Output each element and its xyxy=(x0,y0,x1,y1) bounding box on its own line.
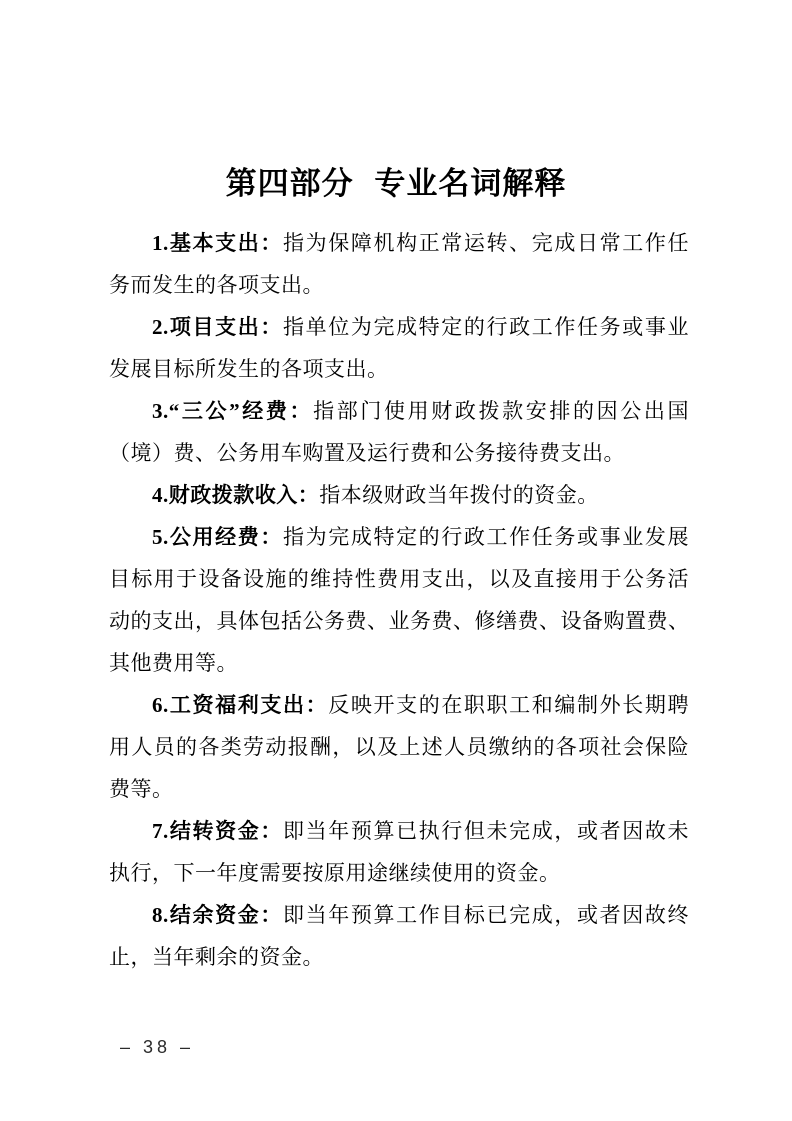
text-line: 3.“三公”经费：指部门使用财政拨款安排的因公出国 xyxy=(152,399,689,423)
definition-term: 1.基本支出： xyxy=(152,231,283,255)
text-line: 6.工资福利支出：反映开支的在职职工和编制外长期聘 xyxy=(152,693,690,717)
definition-term: 5.公用经费： xyxy=(152,525,283,549)
definition-term: 7.结转资金： xyxy=(152,819,283,843)
text-line: 费等。 xyxy=(109,777,174,801)
text-line: （境）费、公务用车购置及运行费和公务接待费支出。 xyxy=(109,441,625,465)
definition-paragraph xyxy=(109,894,689,978)
text-line: 5.公用经费：指为完成特定的行政工作任务或事业发展 xyxy=(152,525,689,549)
definition-paragraph xyxy=(109,516,689,684)
text-line: 8.结余资金：即当年预算工作目标已完成，或者因故终 xyxy=(152,903,689,927)
definition-paragraph xyxy=(109,306,689,390)
definition-term: 4.财政拨款收入： xyxy=(152,483,320,507)
definition-term: 2.项目支出： xyxy=(152,315,283,339)
page-title: 第四部分 专业名词解释 xyxy=(225,166,567,201)
text-line: 1.基本支出：指为保障机构正常运转、完成日常工作任 xyxy=(152,231,689,255)
definition-paragraph xyxy=(109,810,689,894)
definition-term: 8.结余资金： xyxy=(152,903,283,927)
text-line: 7.结转资金：即当年预算已执行但未完成，或者因故未 xyxy=(152,819,689,843)
definition-term: 6.工资福利支出： xyxy=(152,693,329,717)
definition-paragraph xyxy=(109,390,689,474)
text-line: 4.财政拨款收入：指本级财政当年拨付的资金。 xyxy=(152,483,599,507)
text-line: 务而发生的各项支出。 xyxy=(109,273,324,297)
text-line: 止，当年剩余的资金。 xyxy=(109,945,324,969)
text-line: 目标用于设备设施的维持性费用支出，以及直接用于公务活 xyxy=(109,567,689,591)
definition-paragraph xyxy=(109,474,689,516)
text-line: 其他费用等。 xyxy=(109,651,238,675)
definition-paragraph xyxy=(109,684,689,810)
text-line: 动的支出，具体包括公务费、业务费、修缮费、设备购置费、 xyxy=(109,609,690,633)
text-line: 执行，下一年度需要按原用途继续使用的资金。 xyxy=(109,861,561,885)
text-line: 2.项目支出：指单位为完成特定的行政工作任务或事业 xyxy=(152,315,689,339)
text-line: 发展目标所发生的各项支出。 xyxy=(109,357,389,381)
text-line: 用人员的各类劳动报酬，以及上述人员缴纳的各项社会保险 xyxy=(109,735,689,759)
definition-term: 3.“三公”经费： xyxy=(152,399,314,423)
definition-paragraph xyxy=(109,222,689,306)
definitions-list xyxy=(109,222,689,978)
page-number: – 38 – xyxy=(120,1037,195,1057)
